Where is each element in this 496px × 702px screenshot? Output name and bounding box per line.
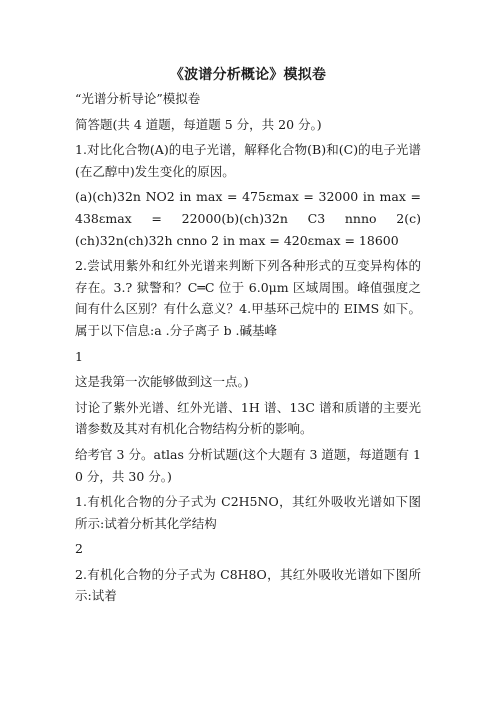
question-1: 1.对比化合物(A)的电子光谱，解释化合物(B)和(C)的电子光谱(在乙醇中)发生变化的原因。 [75, 142, 421, 179]
page-number: 1 [75, 348, 83, 364]
paragraph-note: 这是我第一次能够做到这一点。) [75, 374, 249, 390]
section-heading-short-answer: 简答题(共 4 道题，每道题 5 分，共 20 分。) [75, 116, 322, 132]
paragraph-discussion: 讨论了紫外光谱、红外光谱、1H 谱、13C 谱和质谱的主要光谱参数及其对有机化合物结构分析的影响。 [75, 399, 421, 437]
page-number: 2 [75, 541, 83, 557]
section-heading-analysis: 给考官 3 分。atlas 分析试题(这个大题有 3 道题，每道题有 10 分，共 30 分。) [75, 446, 421, 484]
analysis-question-2: 2.有机化合物的分子式为 C8H8O，其红外吸收光谱如下图所示:试着 [75, 566, 421, 604]
question-1-data: (a)(ch)32n NO2 in max = 475εmax = 32000 in max = 438εmax = 22000(b)(ch)32n C3 nnno 2(c)(ch)32n(ch)32h cnno 2 in max = 420εmax = 18600 [75, 189, 421, 248]
document-title: 《波谱分析概论》模拟卷 [169, 67, 327, 83]
document-body [75, 88, 421, 611]
subtitle: “光谱分析导论”模拟卷 [75, 91, 201, 106]
analysis-question-1: 1.有机化合物的分子式为 C2H5NO，其红外吸收光谱如下图所示:试着分析其化学结构 [75, 494, 421, 531]
questions-2-to-4: 2.尝试用紫外和红外光谱来判断下列各种形式的互变异构体的存在。3.? 狱警和？C═C 位于 6.0μm 区域周围。峰值强度之间有什么区别？有什么意义？4.甲基环己烷中的 EIMS 如下。属于以下信息:a .分子离子 b .碱基峰 [75, 258, 421, 338]
